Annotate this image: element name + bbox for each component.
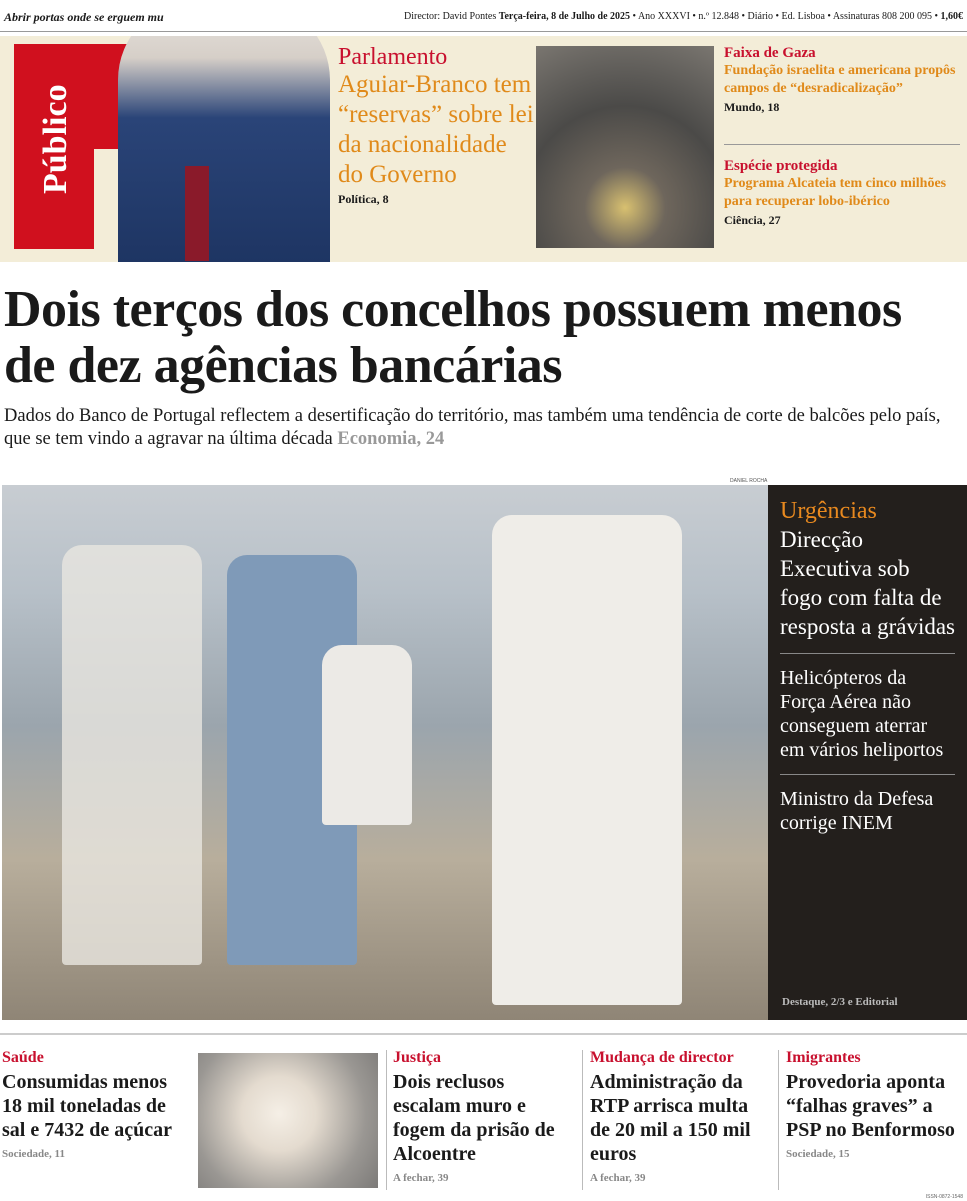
- section: Ciência, 27: [724, 213, 781, 227]
- person-tie: [185, 166, 209, 261]
- issn: ISSN-0872-1548: [925, 1194, 963, 1200]
- top-banner: [0, 36, 967, 262]
- item-helicopteros: Helicópteros da Força Aérea não conseguem aterrar em vários heliportos: [780, 667, 944, 761]
- dek-text: Dados do Banco de Portugal reflectem a desertificação do território, mas também uma tendência de corte de balcões pelo país, que se tem vindo a agravar na última década: [4, 406, 941, 449]
- divider: [724, 144, 960, 145]
- section: Mundo, 18: [724, 100, 780, 114]
- story-lobo[interactable]: [724, 157, 960, 228]
- kicker: Faixa de Gaza: [724, 45, 816, 61]
- divider: [582, 1050, 583, 1190]
- lead-headline[interactable]: Dois terços dos concelhos possuem menos de dez agências bancárias: [4, 281, 902, 394]
- divider: [780, 774, 955, 775]
- kicker: Mudança de director: [590, 1049, 734, 1066]
- headline: Aguiar-Branco tem “reservas” sobre lei da nacionalidade do Governo: [338, 71, 534, 188]
- headline: Dois reclusos escalam muro e fogem da prisão de Alcoentre: [393, 1071, 555, 1165]
- figure-nurse: [62, 545, 202, 965]
- price: 1,60€: [940, 11, 963, 22]
- person-photo: [118, 36, 330, 262]
- tagline: Abrir portas onde se erguem mu: [4, 10, 164, 24]
- issue-info: [404, 11, 963, 22]
- section: A fechar, 39: [393, 1172, 449, 1184]
- kicker: Espécie protegida: [724, 158, 838, 174]
- section: Destaque, 2/3 e Editorial: [782, 996, 898, 1008]
- story-parlamento[interactable]: [338, 44, 534, 207]
- issue-details: • Ano XXXVI • n.º 12.848 • Diário • Ed. Lisboa • Assinaturas 808 200 095 •: [632, 11, 938, 22]
- photo-credit: DANIEL ROCHA: [730, 478, 768, 484]
- figure-doctor: [492, 515, 682, 1005]
- kicker: Justiça: [393, 1049, 441, 1066]
- story-saude[interactable]: [2, 1048, 192, 1160]
- date: Terça-feira, 8 de Julho de 2025: [498, 11, 631, 22]
- story-imigrantes[interactable]: [786, 1048, 964, 1160]
- headline: Consumidas menos 18 mil toneladas de sal e 7432 de açúcar: [2, 1071, 172, 1141]
- item-ministro: Ministro da Defesa corrige INEM: [780, 788, 934, 834]
- sidebar-urgencias[interactable]: [768, 485, 967, 1020]
- kicker: Saúde: [2, 1049, 44, 1066]
- section: Sociedade, 15: [786, 1148, 850, 1160]
- gaza-photo: [536, 46, 714, 248]
- director: Director: David Pontes: [404, 11, 497, 22]
- story-justica[interactable]: [393, 1048, 575, 1184]
- headline: Fundação israelita e americana propôs campos de “desradicalização”: [724, 63, 956, 96]
- lead-dek: [4, 405, 964, 451]
- divider: [386, 1050, 387, 1190]
- masthead-bar: [0, 0, 967, 32]
- kicker: Urgências: [780, 498, 877, 524]
- story-gaza[interactable]: [724, 44, 960, 115]
- story-rtp[interactable]: [590, 1048, 772, 1184]
- section: Política, 8: [338, 192, 389, 206]
- kicker: Imigrantes: [786, 1049, 861, 1066]
- divider: [778, 1050, 779, 1190]
- kicker: Parlamento: [338, 44, 448, 70]
- hospital-photo: [2, 485, 768, 1020]
- stretcher: [322, 645, 412, 825]
- divider: [780, 653, 955, 654]
- svg-text:Público: Público: [37, 84, 74, 194]
- section: A fechar, 39: [590, 1172, 646, 1184]
- headline: Programa Alcateia tem cinco milhões para recuperar lobo-ibérico: [724, 176, 947, 209]
- headline: Direcção Executiva sob fogo com falta de resposta a grávidas: [780, 527, 955, 639]
- section: Economia, 24: [337, 429, 445, 449]
- headline: Administração da RTP arrisca multa de 20 mil a 150 mil euros: [590, 1071, 751, 1165]
- divider: [0, 1033, 967, 1035]
- ice-cream-photo: [198, 1053, 378, 1188]
- section: Sociedade, 11: [2, 1148, 65, 1160]
- headline: Provedoria aponta “falhas graves” a PSP no Benformoso: [786, 1071, 955, 1141]
